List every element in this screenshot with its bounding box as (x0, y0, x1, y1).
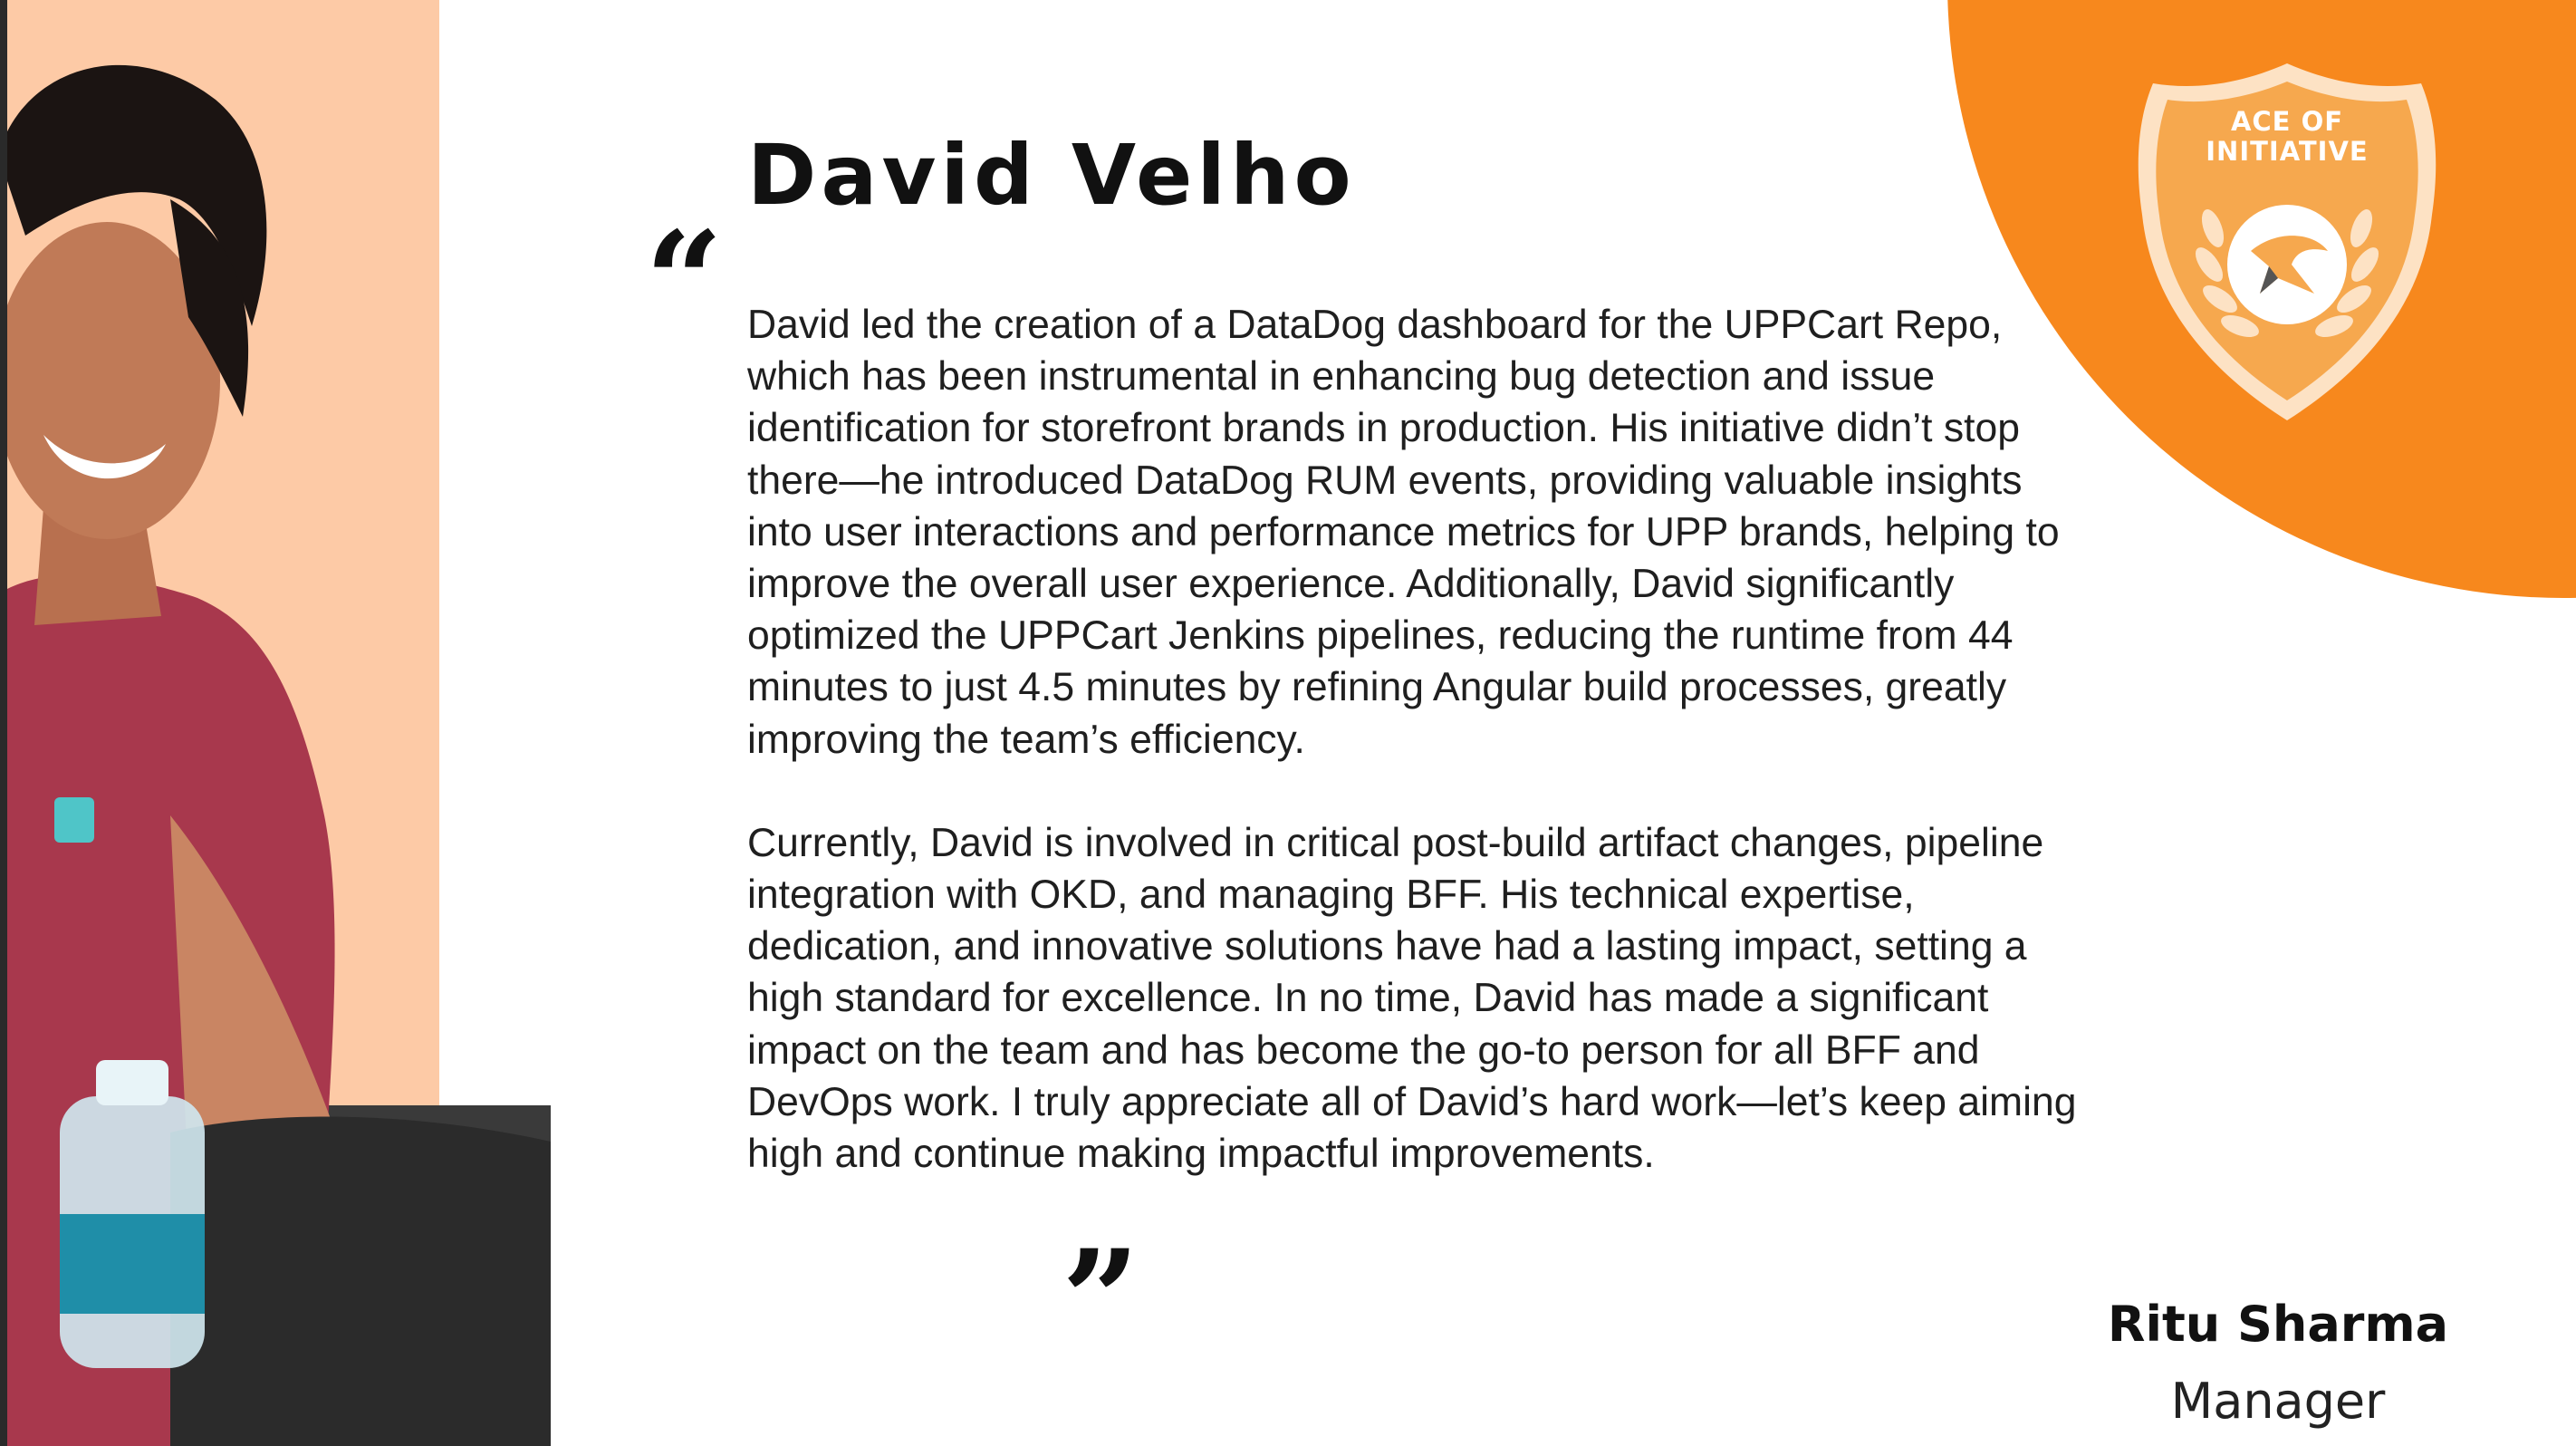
signer-name: Ritu Sharma (2107, 1296, 2449, 1353)
close-quote-icon: ” (1062, 1220, 1140, 1380)
signer-role: Manager (2170, 1373, 2386, 1430)
signer-block (2074, 1296, 2482, 1430)
testimonial-text (747, 299, 2088, 1231)
person-name: David Velho (747, 127, 1356, 224)
left-edge-strip (0, 0, 7, 1446)
badge-line-1: ACE OF (2230, 106, 2344, 137)
person-photo (7, 0, 551, 1446)
open-quote-icon: “ (645, 202, 724, 362)
testimonial-paragraph-2: Currently, David is involved in critical post-build artifact changes, pipeline integration with OKD, and managing BFF. His technical expertise, dedication, and innovative solutions have had a lasting impact, setting a high standard for excellence. In no time, David has made a significant impact on the team and has become the go-to person for all BFF and DevOps work. I truly appreciate all of David’s hard work—let’s keep aiming high and continue making impactful improvements. (747, 820, 2077, 1177)
badge-line-2: INITIATIVE (2206, 136, 2369, 167)
testimonial-paragraph-1: David led the creation of a DataDog dashboard for the UPPCart Repo, which has been instrumental in enhancing bug detection and issue identification for storefront brands in production. His initiative didn’t stop there—he introduced DataDog RUM events, providing valuable insights into user interactions and performance metrics for UPP brands, helping to improve the overall user experience. Additionally, David significantly optimized the UPPCart Jenkins pipelines, reducing the runtime from 44 minutes to just 4.5 minutes by refining Angular build processes, greatly improving the team’s efficiency. (747, 303, 2060, 762)
badge-title (2133, 107, 2441, 167)
